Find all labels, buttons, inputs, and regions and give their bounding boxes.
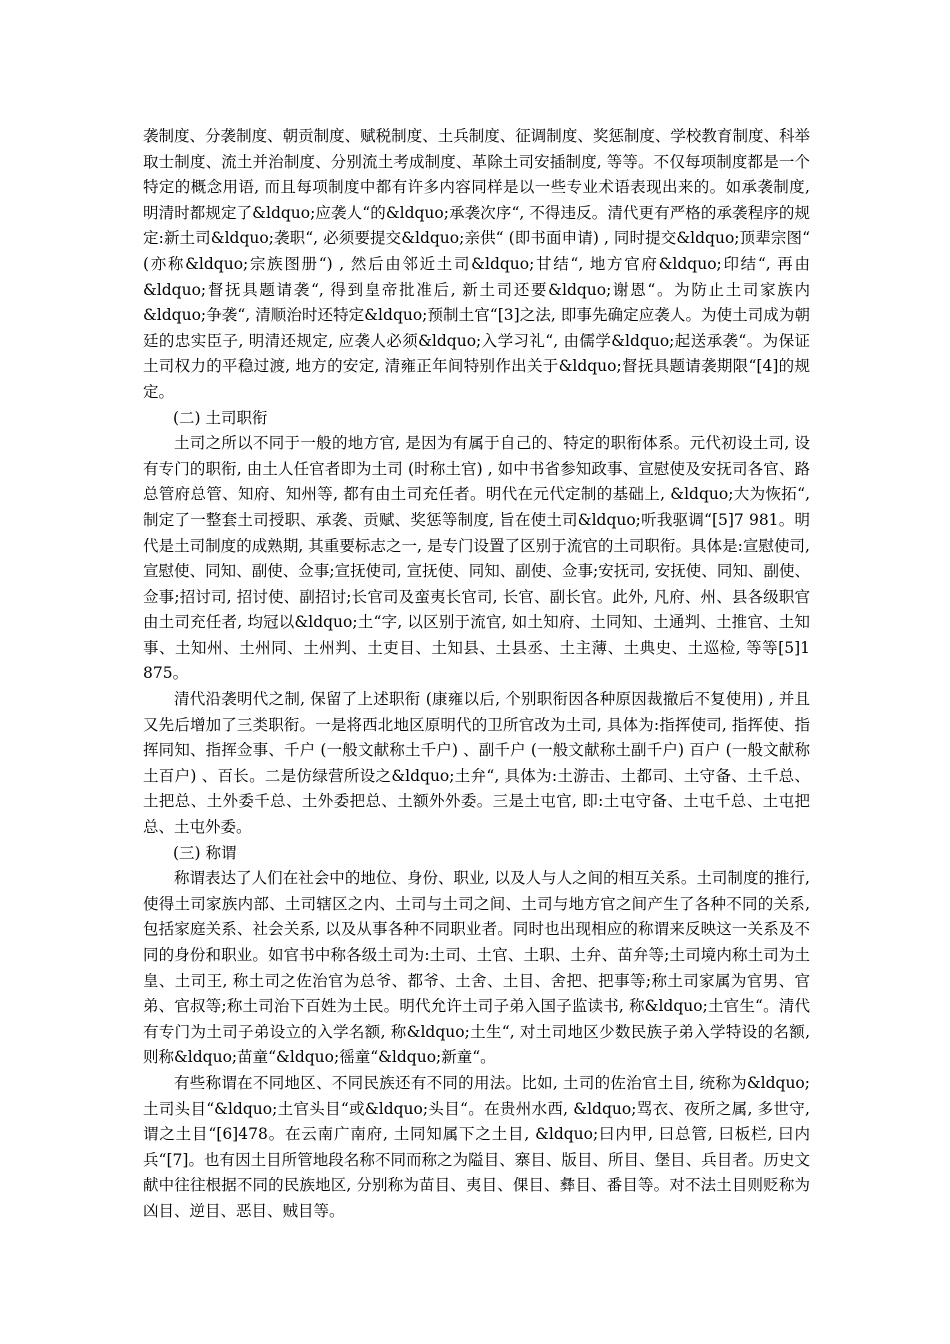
paragraph-appellations-regional: 有些称谓在不同地区、不同民族还有不同的用法。比如, 土司的佐治官土目, 统称为&ldquo;土司头目“&ldquo;土官头目“或&ldquo;头目“。在贵州水西, &ldquo;骂衣、夜所之属, 多世守, 谓之土目“[6]478。在云南广南府, 土同知属下之土目, &ldquo;曰内甲, 曰总管, 曰板栏, 曰内兵“[7]。也有因土目所管地段名称不同而称之为隘目、寨目、版目、所目、堡目、兵目者。历史文献中往往根据不同的民族地区, 分别称为苗目、夷目、倮目、彝目、番目等。对不法土目则贬称为凶目、逆目、恶目、贼目等。 — [143, 1073, 810, 1220]
document-page — [143, 124, 810, 1225]
paragraph-appellations: 称谓表达了人们在社会中的地位、身份、职业, 以及人与人之间的相互关系。土司制度的推行, 使得土司家族内部、土司辖区之内、土司与土司之间、土司与地方官之间产生了各种不同的关系, 包括家庭关系、社会关系, 以及从事各种不同职业者。同时也出现相应的称谓来反映这一关系及不同的身份和职业。如官书中称各级土司为:土司、土官、土职、土弁、苗弁等;土司境内称土司为土皇、土司王, 称土司之佐治官为总爷、都爷、土舍、土目、舍把、把事等;称土司家属为官男、官弟、官叔等;称土司治下百姓为土民。明代允许土司子弟入国子监读书, 称&ldquo;土官生“。清代有专门为土司子弟设立的入学名额, 称&ldquo;土生“, 对土司地区少数民族子弟入学特设的名额, 则称&ldquo;苗童“&ldquo;徭童“&ldquo;新童“。 — [143, 869, 810, 1067]
paragraph-tusi-titles-qing: 清代沿袭明代之制, 保留了上述职衔 (康雍以后, 个别职衔因各种原因裁撤后不复使用) , 并且又先后增加了三类职衔。一是将西北地区原明代的卫所官改为土司, 具体为:指挥使司, 指挥使、指挥同知、指挥佥事、千户 (一般文献称土千户) 、副千户 (一般文献称土副千户) 百户 (一般文献称土百户) 、百长。二是仿绿营所设之&ldquo;土弁“, 具体为:土游击、土都司、土守备、土千总、土把总、土外委千总、土外委把总、土额外外委。三是土屯官, 即:土屯守备、土屯千总、土屯把总、土屯外委。 — [143, 690, 810, 837]
section-heading-appellations: (三) 称谓 — [173, 843, 237, 862]
paragraph-tusi-titles-ming: 土司之所以不同于一般的地方官, 是因为有属于自己的、特定的职衔体系。元代初设土司, 设有专门的职衔, 由土人任官者即为土司 (时称土官) , 如中书省参知政事、宣慰使及安抚司各官、路总管府总管、知府、知州等, 都有由土司充任者。明代在元代定制的基础上, &ldquo;大为恢拓“, 制定了一整套土司授职、承袭、贡赋、奖惩等制度, 旨在使土司&ldquo;听我驱调“[5]7 981。明代是土司制度的成熟期, 其重要标志之一, 是专门设置了区别于流官的土司职衔。具体是:宣慰使司, 宣慰使、同知、副使、佥事;宣抚使司, 宣抚使、同知、副使、佥事;安抚司, 安抚使、同知、副使、佥事;招讨司, 招讨使、副招讨;长官司及蛮夷长官司, 长官、副长官。此外, 凡府、州、县各级职官由土司充任者, 均冠以&ldquo;土“字, 以区别于流官, 如土知府、土同知、土通判、土推官、土知事、土知州、土州同、土州判、土吏目、土知县、土县丞、土主薄、土典史、土巡检, 等等[5]1 875。 — [143, 434, 810, 683]
paragraph-succession-terms: 袭制度、分袭制度、朝贡制度、赋税制度、土兵制度、征调制度、奖惩制度、学校教育制度、科举取士制度、流土并治制度、分别流土考成制度、革除土司安插制度, 等等。不仅每项制度都是一个特定的概念用语, 而且每项制度中都有许多内容同样是以一些专业术语表现出来的。如承袭制度, 明清时都规定了&ldquo;应袭人“的&ldquo;承袭次序“, 不得违反。清代更有严格的承袭程序的规定:新土司&ldquo;袭职“, 必须要提交&ldquo;亲供“ (即书面申请) , 同时提交&ldquo;顶辈宗图“ (亦称&ldquo;宗族图册“) , 然后由邻近土司&ldquo;甘结“, 地方官府&ldquo;印结“, 再由&ldquo;督抚具题请袭“, 得到皇帝批准后, 新土司还要&ldquo;谢恩“。为防止土司家族内&ldquo;争袭“, 清顺治时还特定&ldquo;预制土官“[3]之法, 即事先确定应袭人。为使土司成为朝廷的忠实臣子, 明清还规定, 应袭人必须&ldquo;入学习礼“, 由儒学&ldquo;起送承袭“。为保证土司权力的平稳过渡, 地方的安定, 清雍正年间特别作出关于&ldquo;督抚具题请袭期限“[4]的规定。 — [143, 127, 810, 401]
section-heading-tusi-titles: (二) 土司职衔 — [173, 408, 268, 427]
